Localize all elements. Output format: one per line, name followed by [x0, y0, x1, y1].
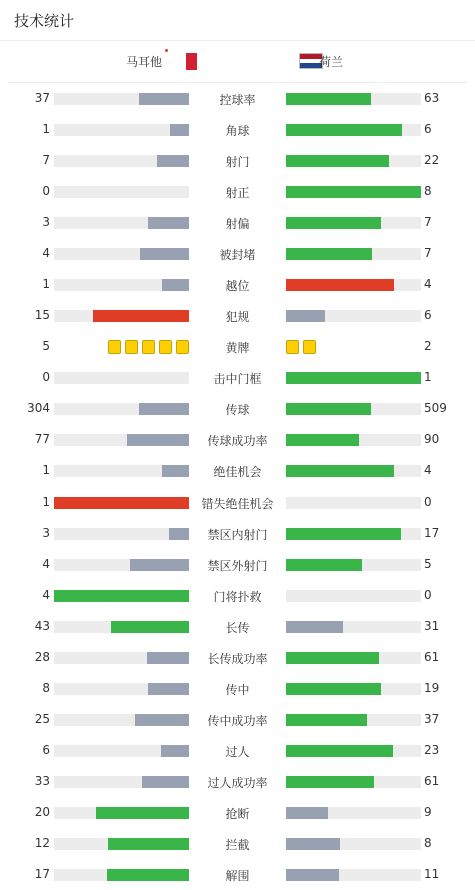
home-stat-bar: [54, 714, 189, 726]
away-stat-bar: [286, 186, 421, 198]
home-stat-bar: [54, 155, 189, 167]
home-stat-bar-fill: [170, 124, 189, 136]
away-stat-value: 2: [424, 339, 432, 354]
stat-row: [0, 487, 475, 518]
home-stat-value: 1: [42, 494, 50, 509]
away-stat-bar-fill: [286, 310, 325, 322]
away-stat-value: 4: [424, 277, 432, 292]
stat-row: [0, 580, 475, 611]
stat-label: 传中成功率: [207, 713, 268, 728]
home-indicator-dot: [165, 49, 168, 52]
stat-row: [0, 238, 475, 269]
away-stat-bar-fill: [286, 465, 394, 477]
stat-row: [0, 704, 475, 735]
stat-label: 禁区外射门: [207, 558, 268, 573]
home-stat-bar-fill: [140, 248, 189, 260]
away-stat-bar-fill: [286, 248, 372, 260]
away-yellow-cards: [286, 340, 320, 354]
away-stat-bar: [286, 621, 421, 633]
away-stat-bar-fill: [286, 838, 340, 850]
home-stat-bar-fill: [162, 465, 189, 477]
home-stat-value: 4: [42, 556, 50, 571]
stat-row: [0, 797, 475, 828]
home-stat-bar-fill: [162, 279, 189, 291]
away-stat-bar: [286, 465, 421, 477]
away-stat-bar: [286, 372, 421, 384]
stat-label: 射正: [225, 186, 250, 201]
away-stat-bar: [286, 434, 421, 446]
stat-row: [0, 269, 475, 300]
yellow-card-icon: [303, 340, 316, 354]
home-stat-value: 17: [34, 867, 50, 881]
home-stat-bar: [54, 652, 189, 664]
home-stat-bar-fill: [96, 807, 189, 819]
stat-label: 射偏: [225, 217, 250, 232]
stat-label: 错失绝佳机会: [201, 496, 274, 511]
away-stat-bar: [286, 248, 421, 260]
home-stat-value: 0: [42, 184, 50, 199]
home-stat-bar-fill: [142, 776, 189, 788]
away-stat-bar: [286, 279, 421, 291]
away-stat-bar-fill: [286, 714, 367, 726]
away-stat-value: 9: [424, 804, 432, 819]
away-stat-bar-fill: [286, 93, 371, 105]
away-stat-bar: [286, 217, 421, 229]
away-stat-bar-fill: [286, 124, 402, 136]
home-stat-bar: [54, 434, 189, 446]
stat-label: 长传: [225, 620, 250, 635]
yellow-card-icon: [286, 340, 299, 354]
away-stat-bar: [286, 124, 421, 136]
yellow-card-icon: [108, 340, 121, 354]
away-stat-bar: [286, 590, 421, 602]
stat-row: [0, 766, 475, 797]
home-stat-value: 3: [42, 525, 50, 540]
home-stat-bar-fill: [169, 528, 189, 540]
stat-row: [0, 300, 475, 331]
home-stat-value: 43: [34, 618, 50, 633]
home-stat-value: 77: [34, 432, 50, 447]
home-stat-bar: [54, 621, 189, 633]
away-stat-value: 90: [424, 432, 440, 447]
home-stat-bar: [54, 310, 189, 322]
stat-row: [0, 518, 475, 549]
home-stat-bar-fill: [130, 559, 189, 571]
home-stat-bar-fill: [93, 310, 189, 322]
home-stat-bar-fill: [148, 217, 189, 229]
home-stat-value: 37: [34, 91, 50, 105]
away-stat-bar: [286, 683, 421, 695]
home-stat-value: 12: [34, 835, 50, 850]
stat-row: [0, 176, 475, 207]
home-stat-bar: [54, 217, 189, 229]
away-stat-value: 31: [424, 618, 440, 633]
stat-row: [0, 549, 475, 580]
away-stat-bar: [286, 869, 421, 881]
away-stat-value: 4: [424, 463, 432, 478]
away-stat-value: 11: [424, 867, 440, 881]
away-stat-value: 61: [424, 773, 440, 788]
home-stat-bar: [54, 776, 189, 788]
stat-label: 拦截: [225, 837, 250, 852]
stat-label: 角球: [225, 124, 250, 139]
home-stat-value: 6: [42, 742, 50, 757]
home-team-name: 马耳他: [126, 55, 163, 69]
home-stat-bar: [54, 528, 189, 540]
away-stat-bar: [286, 838, 421, 850]
away-stat-bar-fill: [286, 372, 421, 384]
stat-row: [0, 735, 475, 766]
away-stat-bar-fill: [286, 155, 389, 167]
away-stat-value: 5: [424, 556, 432, 571]
away-stat-value: 22: [424, 153, 440, 168]
page-title: 技术统计: [14, 12, 75, 30]
stat-row: [0, 455, 475, 486]
stat-label: 传球成功率: [207, 434, 268, 449]
away-stat-bar: [286, 155, 421, 167]
stat-row: [0, 393, 475, 424]
home-stat-value: 5: [42, 339, 50, 354]
away-stat-bar-fill: [286, 869, 339, 881]
away-stat-value: 19: [424, 680, 440, 695]
yellow-card-icon: [159, 340, 172, 354]
away-stat-bar-fill: [286, 403, 371, 415]
away-stat-value: 6: [424, 308, 432, 323]
stat-label: 过人成功率: [207, 775, 268, 790]
stat-label: 过人: [225, 744, 250, 759]
yellow-card-icon: [176, 340, 189, 354]
yellow-card-icon: [142, 340, 155, 354]
stat-row: [0, 331, 475, 362]
stat-label: 门将扑救: [213, 589, 262, 604]
away-stat-bar: [286, 93, 421, 105]
away-stat-bar-fill: [286, 528, 401, 540]
home-stat-bar-fill: [148, 683, 189, 695]
stat-row: [0, 145, 475, 176]
home-stat-value: 15: [34, 308, 50, 323]
stat-label: 禁区内射门: [207, 527, 268, 542]
home-stat-bar: [54, 807, 189, 819]
home-stat-value: 1: [42, 122, 50, 137]
home-stat-bar: [54, 372, 189, 384]
home-stat-value: 25: [34, 711, 50, 726]
away-stat-value: 8: [424, 835, 432, 850]
home-stat-bar-fill: [111, 621, 189, 633]
stat-label: 射门: [225, 155, 250, 170]
teams-header: [8, 41, 467, 83]
away-stat-value: 1: [424, 370, 432, 385]
away-stat-value: 6: [424, 122, 432, 137]
away-stat-value: 7: [424, 215, 432, 230]
home-stat-bar: [54, 403, 189, 415]
away-stat-bar-fill: [286, 434, 359, 446]
home-stat-value: 304: [27, 401, 50, 416]
stat-row: [0, 673, 475, 704]
home-stat-value: 7: [42, 153, 50, 168]
away-stat-bar-fill: [286, 621, 343, 633]
stat-label: 解围: [225, 869, 250, 883]
stat-label: 传中: [225, 682, 250, 697]
away-stat-bar: [286, 714, 421, 726]
home-stat-bar: [54, 683, 189, 695]
home-stat-value: 28: [34, 649, 50, 664]
home-stat-bar-fill: [135, 714, 189, 726]
away-stat-bar-fill: [286, 683, 381, 695]
stat-label: 抢断: [225, 806, 250, 821]
home-stat-value: 4: [42, 246, 50, 261]
home-stat-bar-fill: [107, 869, 189, 881]
home-stat-value: 0: [42, 370, 50, 385]
stat-label: 越位: [225, 279, 250, 294]
away-stat-bar: [286, 745, 421, 757]
home-stat-bar-fill: [147, 652, 189, 664]
home-stat-bar: [54, 124, 189, 136]
away-stat-value: 63: [424, 91, 440, 105]
stat-label: 击中门框: [213, 372, 262, 387]
stat-label: 长传成功率: [207, 651, 268, 666]
stat-row: [0, 611, 475, 642]
away-stat-value: 7: [424, 246, 432, 261]
home-stat-bar: [54, 279, 189, 291]
away-stat-value: 61: [424, 649, 440, 664]
away-stat-value: 23: [424, 742, 440, 757]
away-team-name: 荷兰: [319, 55, 344, 69]
home-stat-bar-fill: [157, 155, 189, 167]
away-stat-bar-fill: [286, 807, 328, 819]
home-stat-bar: [54, 838, 189, 850]
home-stat-bar-fill: [161, 745, 189, 757]
home-stat-bar-fill: [54, 590, 189, 602]
home-yellow-cards: [104, 340, 189, 354]
home-stat-bar-fill: [108, 838, 189, 850]
home-stat-value: 3: [42, 215, 50, 230]
away-stat-bar: [286, 652, 421, 664]
malta-flag-icon: [186, 53, 197, 70]
home-stat-value: 4: [42, 587, 50, 602]
stat-row: [0, 828, 475, 859]
stat-label: 被封堵: [219, 248, 256, 263]
away-stat-bar: [286, 807, 421, 819]
home-stat-bar: [54, 248, 189, 260]
home-stat-bar-fill: [139, 403, 189, 415]
stat-label: 绝佳机会: [213, 465, 262, 480]
stat-row: [0, 114, 475, 145]
away-stat-value: 37: [424, 711, 440, 726]
home-stat-value: 1: [42, 277, 50, 292]
away-stat-bar-fill: [286, 745, 393, 757]
home-stat-bar-fill: [54, 497, 189, 509]
away-stat-value: 509: [424, 401, 447, 416]
stat-row: [0, 424, 475, 455]
home-stat-value: 33: [34, 773, 50, 788]
stat-label: 传球: [225, 403, 250, 418]
away-stat-bar: [286, 497, 421, 509]
away-stat-bar-fill: [286, 217, 381, 229]
away-stat-bar-fill: [286, 776, 374, 788]
stat-row: [0, 207, 475, 238]
away-stat-bar: [286, 528, 421, 540]
away-stat-bar-fill: [286, 652, 379, 664]
away-stat-value: 8: [424, 184, 432, 199]
away-stat-bar: [286, 403, 421, 415]
home-stat-value: 20: [34, 804, 50, 819]
stat-label: 控球率: [219, 93, 256, 107]
away-stat-bar-fill: [286, 559, 362, 571]
stat-row: [0, 859, 475, 890]
home-stat-bar: [54, 590, 189, 602]
stat-row: [0, 83, 475, 114]
stat-label: 犯规: [225, 310, 250, 325]
away-stat-value: 0: [424, 494, 432, 509]
away-stat-bar: [286, 776, 421, 788]
home-stat-bar: [54, 559, 189, 571]
away-stat-bar: [286, 310, 421, 322]
away-stat-bar-fill: [286, 279, 394, 291]
away-stat-bar-fill: [286, 186, 421, 198]
home-stat-bar: [54, 93, 189, 105]
home-stat-bar-fill: [127, 434, 189, 446]
stat-label: 黄牌: [225, 341, 250, 356]
away-stat-bar: [286, 559, 421, 571]
away-stat-value: 17: [424, 525, 440, 540]
home-stat-value: 1: [42, 463, 50, 478]
home-stat-bar: [54, 186, 189, 198]
home-stat-bar-fill: [139, 93, 189, 105]
stat-row: [0, 362, 475, 393]
home-stat-value: 8: [42, 680, 50, 695]
page-header: [0, 0, 475, 41]
home-stat-bar: [54, 465, 189, 477]
away-stat-value: 0: [424, 587, 432, 602]
stat-row: [0, 642, 475, 673]
home-stat-bar: [54, 869, 189, 881]
home-stat-bar: [54, 497, 189, 509]
home-stat-bar: [54, 745, 189, 757]
yellow-card-icon: [125, 340, 138, 354]
